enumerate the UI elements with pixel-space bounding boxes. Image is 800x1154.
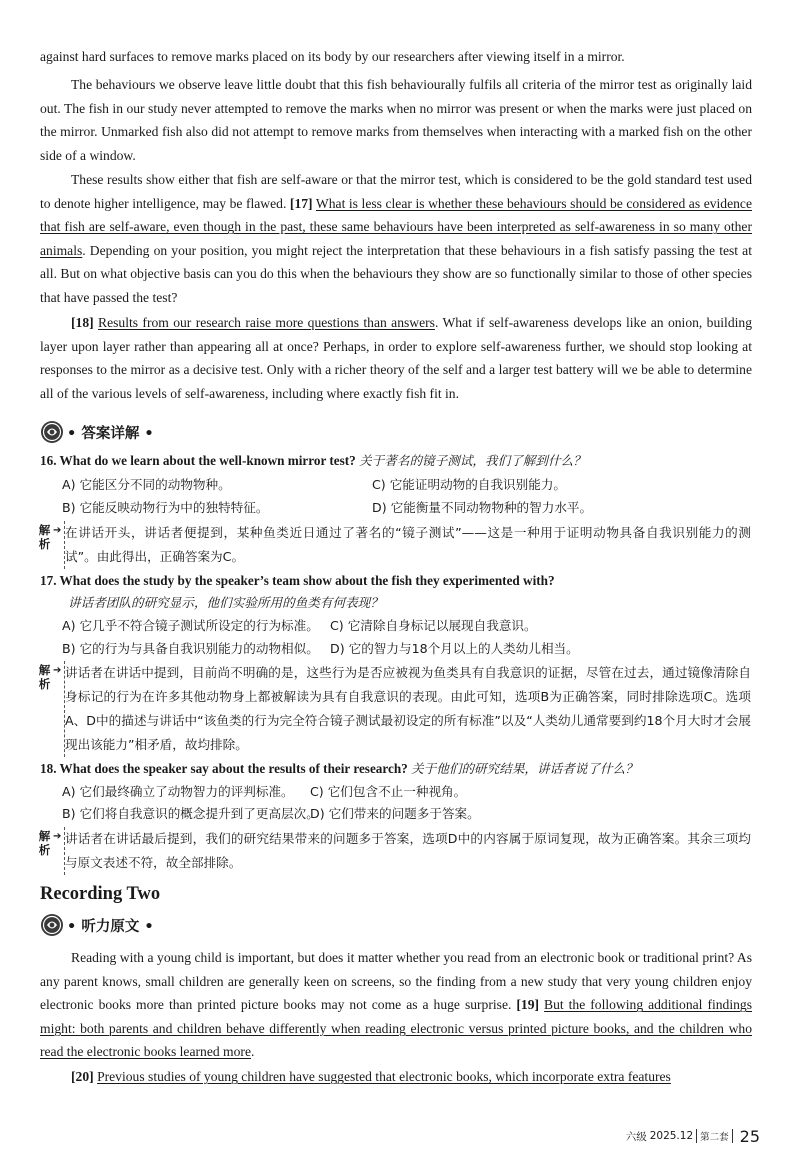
divider bbox=[64, 521, 65, 569]
option-d: D) 它们带来的问题多于答案。 bbox=[310, 806, 480, 821]
paragraph-text: against hard surfaces to remove marks placed on its body by our researchers after viewing itself in a mirror. bbox=[40, 49, 625, 64]
section-title: • 听力原文 • bbox=[67, 918, 154, 935]
option-row bbox=[62, 638, 742, 660]
paragraph-text: Reading with a young child is important, but does it matter whether you read from an electronic book or traditional print? As any parent knows, small children are generally keen on screens, so the finding from a new study that very young children enjoy electronic books more than printed picture books may not come as a huge surprise. bbox=[40, 950, 752, 1013]
question-stem-cn: 讲话者团队的研究显示，他们实验所用的鱼类有何表现？ bbox=[68, 595, 383, 610]
section-emblem-icon bbox=[40, 913, 64, 937]
passage-paragraph bbox=[40, 1065, 752, 1089]
section-title: • 答案详解 • bbox=[67, 425, 154, 442]
recording-title: Recording Two bbox=[40, 884, 161, 904]
passage-paragraph bbox=[40, 73, 752, 167]
underlined-sentence: Results from our research raise more questions than answers bbox=[98, 315, 435, 330]
exam-date: 2025.12 bbox=[649, 1130, 694, 1142]
section-heading-answers bbox=[40, 419, 154, 445]
arrow-icon: ➔ bbox=[53, 525, 62, 536]
divider bbox=[64, 661, 65, 757]
option-c: C) 它清除自身标记以展现自我意识。 bbox=[330, 618, 537, 633]
exam-set: 第二套 bbox=[696, 1129, 733, 1143]
divider bbox=[64, 827, 65, 875]
option-row bbox=[62, 781, 742, 803]
question-stem: 17. What does the study by the speaker’s team show about the fish they experimented with? bbox=[40, 573, 555, 588]
question-stem-cn: 关于著名的镜子测试，我们了解到什么？ bbox=[359, 453, 586, 468]
question-stem: 18. What does the speaker say about the results of their research? bbox=[40, 761, 408, 776]
paragraph-text: The behaviours we observe leave little doubt that this fish behaviourally fulfils all criteria of the mirror test as originally laid out. The fish in our study never attempted to remove the marks when no mirror was present or when the marks were just placed on the mirror. Unmarked fish also did not attempt to remove marks from themselves when interacting with a marked fish on the other side of a window. bbox=[40, 77, 752, 163]
option-c: C) 它能证明动物的自我识别能力。 bbox=[372, 477, 567, 492]
analysis-box bbox=[37, 521, 755, 569]
question-marker: [20] bbox=[71, 1069, 94, 1084]
paragraph-text: These results show either that fish are self-aware or that the mirror test, which is considered to be the gold standard test used to denote higher intelligence, may be flawed. bbox=[40, 172, 752, 211]
passage-paragraph bbox=[40, 45, 752, 69]
analysis-label: 解析 bbox=[38, 663, 51, 691]
passage-paragraph bbox=[40, 311, 752, 405]
section-emblem-icon bbox=[40, 420, 64, 444]
option-c: C) 它们包含不止一种视角。 bbox=[310, 784, 467, 799]
analysis-text: 讲话者在讲话中提到，目前尚不明确的是，这些行为是否应被视为鱼类具有自我意识的证据，尽管在过去，通过镜像清除自身标记的行为在许多其他动物身上都被解读为具有自我意识的表现。由此可知，选项B为正确答案，同时排除选项C。选项A、D中的描述与讲话中“该鱼类的行为完全符合镜子测试最初设定的所有标准”以及“人类幼儿通常要到约18个月大时才会展现出该能力”相矛盾，故均排除。 bbox=[65, 665, 751, 752]
analysis-text: 在讲话开头，讲话者便提到，某种鱼类近日通过了著名的“镜子测试”——这是一种用于证明动物具备自我识别能力的测试”。由此得出，正确答案为C。 bbox=[65, 525, 751, 564]
section-heading-script bbox=[40, 912, 154, 938]
underlined-sentence: What is less clear is whether these behaviours should be considered as evidence that fish are self-aware, even though in the past, these same behaviours have been interpreted as self-awareness in so many other animals bbox=[40, 195, 753, 258]
paragraph-text: . What if self-awareness develops like an onion, building layer upon layer rather than appearing all at once? Perhaps, in order to explore self-awareness further, we should stop looking at responses to the mirror as a decisive test. Only with a richer theory of the self and a larger test battery will we be able to determine all of the various levels of self-awareness, including where exactly fish fit in. bbox=[40, 315, 752, 401]
option-b: B) 它能反映动物行为中的独特特征。 bbox=[62, 500, 269, 515]
analysis-text: 讲话者在讲话最后提到，我们的研究结果带来的问题多于答案，选项D中的内容属于原词复现，故为正确答案。其余三项均与原文表述不符，故全部排除。 bbox=[65, 831, 751, 870]
question-17 bbox=[40, 570, 760, 592]
analysis-box bbox=[37, 661, 755, 757]
question-16 bbox=[40, 450, 760, 472]
passage-paragraph bbox=[40, 946, 752, 1064]
option-b: B) 它们将自我意识的概念提升到了更高层次。 bbox=[62, 806, 319, 821]
option-a: A) 它们最终确立了动物智力的评判标准。 bbox=[62, 784, 294, 799]
option-d: D) 它的智力与18个月以上的人类幼儿相当。 bbox=[330, 641, 579, 656]
analysis-label: 解析 bbox=[38, 523, 51, 551]
passage-paragraph bbox=[40, 168, 752, 310]
analysis-box bbox=[37, 827, 755, 875]
paragraph-text: . bbox=[250, 1044, 255, 1060]
option-a: A) 它几乎不符合镜子测试所设定的行为标准。 bbox=[62, 618, 319, 633]
question-stem: 16. What do we learn about the well-known mirror test? bbox=[40, 453, 356, 468]
option-row bbox=[62, 497, 742, 519]
question-marker: [17] bbox=[289, 195, 313, 211]
question-marker: [18] bbox=[71, 315, 94, 330]
arrow-icon: ➔ bbox=[53, 665, 62, 676]
exam-level: 六级 bbox=[625, 1130, 647, 1143]
option-d: D) 它能衡量不同动物物种的智力水平。 bbox=[372, 500, 593, 515]
question-marker: [19] bbox=[516, 997, 540, 1013]
page-footer bbox=[626, 1126, 760, 1146]
question-stem-cn: 关于他们的研究结果，讲话者说了什么？ bbox=[411, 761, 638, 776]
underlined-sentence: Previous studies of young children have suggested that electronic books, which incorporate extra features bbox=[97, 1069, 671, 1084]
question-18 bbox=[40, 758, 760, 780]
underlined-sentence: But the following additional findings might: both parents and children behave differently when reading electronic versus printed picture books, and the children who read the electronic books learned more bbox=[40, 997, 753, 1060]
option-row bbox=[62, 474, 742, 496]
analysis-label: 解析 bbox=[38, 829, 51, 857]
option-b: B) 它的行为与具备自我识别能力的动物相似。 bbox=[62, 641, 319, 656]
arrow-icon: ➔ bbox=[53, 831, 62, 842]
paragraph-text: . Depending on your position, you might reject the interpretation that these behaviours in a fish satisfy passing the test at all. But on what objective basis can you do this when the behaviours they show are so functionally similar to those of other species that have passed the test? bbox=[40, 242, 753, 305]
option-row bbox=[62, 803, 742, 825]
option-row bbox=[62, 615, 742, 637]
page-number: 25 bbox=[739, 1126, 760, 1146]
option-a: A) 它能区分不同的动物物种。 bbox=[62, 477, 231, 492]
